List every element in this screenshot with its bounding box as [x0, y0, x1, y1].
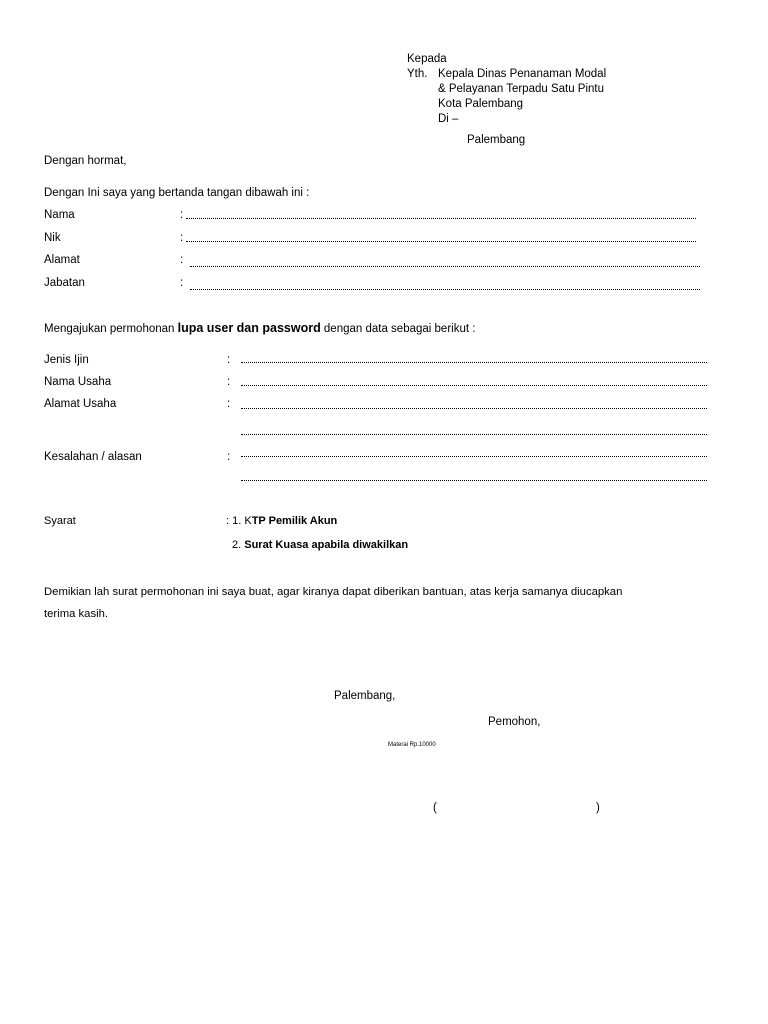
field-colon-alamat: :	[180, 254, 184, 266]
field-colon-alamat-usaha: :	[227, 398, 231, 410]
requirement-1-text: TP Pemilik Akun	[251, 515, 338, 527]
recipient-line-3: Kota Palembang	[438, 98, 524, 110]
fill-line-jabatan[interactable]	[190, 289, 700, 290]
signature-role: Pemohon,	[488, 716, 541, 728]
fill-line-kesalahan-1[interactable]	[241, 456, 707, 457]
field-label-jenis-ijin: Jenis Ijin	[44, 354, 89, 366]
field-colon-jabatan: :	[180, 277, 184, 289]
requirement-2-number: 2.	[232, 539, 245, 551]
requirement-2-text: Surat Kuasa apabila diwakilkan	[244, 539, 409, 551]
fill-line-jenis-ijin[interactable]	[241, 362, 707, 363]
request-suffix: dengan data sebagai berikut :	[320, 323, 476, 335]
field-colon-nik: :	[180, 232, 184, 244]
recipient-city: Palembang	[467, 134, 526, 146]
field-label-alamat: Alamat	[44, 254, 80, 266]
requirement-item-1	[226, 514, 337, 528]
fill-line-kesalahan-2[interactable]	[241, 480, 707, 481]
recipient-line-2: & Pelayanan Terpadu Satu Pintu	[438, 83, 605, 95]
stamp-label: Materai Rp.10000	[388, 742, 436, 748]
field-label-kesalahan: Kesalahan / alasan	[44, 451, 142, 463]
field-colon-nama-usaha: :	[227, 376, 231, 388]
fill-line-nik[interactable]	[186, 241, 696, 242]
field-label-alamat-usaha: Alamat Usaha	[44, 398, 117, 410]
field-colon-nama: :	[180, 209, 184, 221]
field-label-jabatan: Jabatan	[44, 277, 85, 289]
fill-line-alamat-usaha-1[interactable]	[241, 408, 707, 409]
request-sentence	[44, 321, 475, 336]
field-colon-jenis-ijin: :	[227, 354, 231, 366]
request-prefix: Mengajukan permohonan	[44, 323, 178, 335]
request-emphasis: lupa user dan password	[177, 321, 321, 335]
intro-text: Dengan Ini saya yang bertanda tangan dibawah ini :	[44, 187, 310, 199]
recipient-line-4: Di –	[438, 113, 459, 125]
fill-line-alamat-usaha-2[interactable]	[241, 434, 707, 435]
requirement-1-number: : 1. K	[226, 515, 252, 527]
field-label-nama-usaha: Nama Usaha	[44, 376, 112, 388]
field-label-nik: Nik	[44, 232, 61, 244]
field-colon-kesalahan: :	[227, 451, 231, 463]
requirement-item-2	[232, 538, 408, 552]
signature-place: Palembang,	[334, 690, 396, 702]
greeting: Dengan hormat,	[44, 155, 127, 167]
closing-line-1: Demikian lah surat permohonan ini saya buat, agar kiranya dapat diberikan bantuan, atas kerja samanya diucapkan	[44, 586, 623, 598]
signature-close-paren: )	[596, 802, 600, 814]
recipient-yth-prefix: Yth.	[407, 68, 428, 80]
closing-line-2: terima kasih.	[44, 608, 109, 620]
fill-line-nama[interactable]	[186, 218, 696, 219]
fill-line-alamat[interactable]	[190, 266, 700, 267]
fill-line-nama-usaha[interactable]	[241, 385, 707, 386]
recipient-to: Kepada	[407, 53, 447, 65]
requirements-label: Syarat	[44, 515, 76, 527]
signature-open-paren: (	[433, 802, 437, 814]
recipient-line-1: Kepala Dinas Penanaman Modal	[438, 68, 607, 80]
field-label-nama: Nama	[44, 209, 75, 221]
